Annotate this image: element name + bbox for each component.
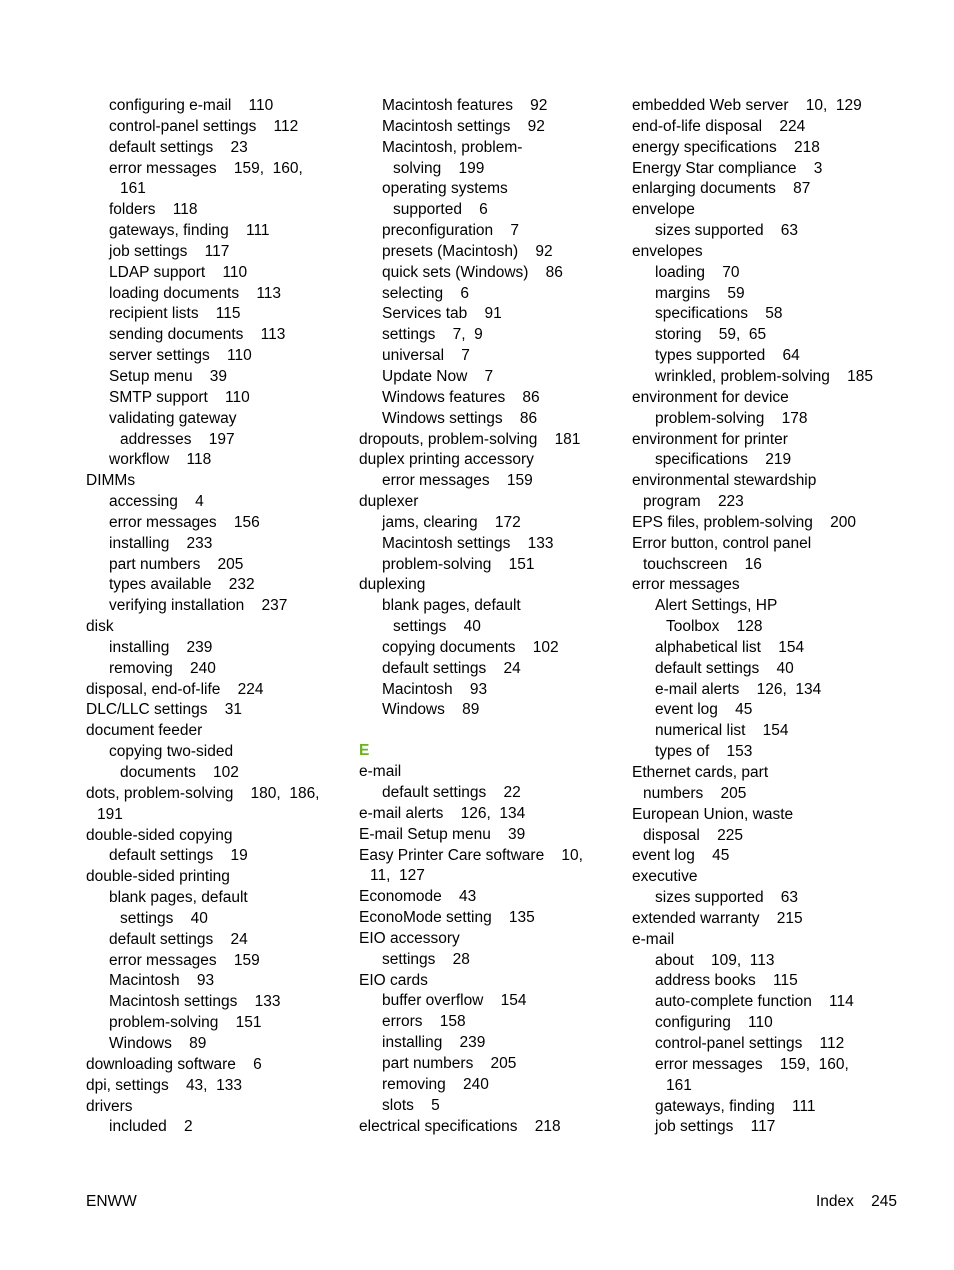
index-entry: 161 [120, 180, 146, 198]
index-entry: event log 45 [632, 847, 730, 865]
index-entry: e-mail [359, 763, 402, 781]
index-entry: installing 233 [109, 534, 213, 552]
index-entry: types of 153 [655, 743, 753, 761]
index-entry: presets (Macintosh) 92 [382, 242, 553, 260]
index-entry: configuring 110 [655, 1014, 773, 1032]
index-entry: Update Now 7 [382, 367, 494, 385]
index-entry: part numbers 205 [109, 555, 244, 573]
index-entry: default settings 22 [382, 784, 521, 801]
index-entry: margins 59 [655, 284, 745, 302]
index-entry: copying two-sided [109, 743, 234, 761]
index-entry: job settings 117 [655, 1118, 776, 1136]
index-column-1 [86, 96, 344, 1138]
index-entry: removing 240 [109, 659, 216, 677]
index-entry: loading documents 113 [109, 284, 282, 302]
index-entry: sending documents 113 [109, 326, 286, 344]
index-entry: configuring e-mail 110 [109, 97, 274, 114]
index-entry: EconoMode setting 135 [359, 909, 535, 927]
index-entry: EPS files, problem-solving 200 [632, 513, 856, 531]
index-entry: Error button, control panel [632, 534, 812, 552]
index-entry: default settings 23 [109, 138, 248, 156]
index-entry: duplexer [359, 493, 419, 511]
index-entry: universal 7 [382, 347, 470, 365]
index-entry: auto-complete function 114 [655, 993, 854, 1011]
index-entry: control-panel settings 112 [109, 117, 299, 135]
index-entry: disk [86, 618, 114, 636]
index-entry: duplex printing accessory [359, 451, 534, 469]
index-entry: disposal 225 [643, 826, 743, 844]
footer-left: ENWW [86, 1193, 137, 1210]
index-entry: double-sided printing [86, 868, 230, 886]
index-entry: error messages 159 [109, 951, 260, 969]
index-entry: 161 [666, 1076, 692, 1094]
index-entry: Alert Settings, HP [655, 597, 778, 615]
index-entry: program 223 [643, 493, 744, 511]
index-entry: blank pages, default [382, 597, 521, 615]
index-entry: types available 232 [109, 576, 255, 594]
index-entry: Windows features 86 [382, 388, 540, 406]
index-entry: quick sets (Windows) 86 [382, 263, 563, 281]
index-entry: 11, 127 [370, 867, 425, 885]
index-entry: error messages 159 [382, 472, 533, 490]
index-entry: European Union, waste [632, 805, 794, 823]
index-entry: extended warranty 215 [632, 909, 803, 927]
index-entry: operating systems [382, 180, 508, 198]
index-entry: address books 115 [655, 972, 798, 990]
index-entry: Economode 43 [359, 888, 477, 906]
index-entry: part numbers 205 [382, 1054, 517, 1072]
index-entry: problem-solving 151 [109, 1014, 262, 1032]
index-entry: supported 6 [393, 201, 488, 219]
index-entry: e-mail alerts 126, 134 [655, 680, 822, 698]
index-entry: dots, problem-solving 180, 186, [86, 784, 320, 802]
index-entry: Macintosh settings 133 [109, 993, 281, 1011]
index-entry: errors 158 [382, 1013, 466, 1031]
index-entry: preconfiguration 7 [382, 222, 520, 240]
index-entry: document feeder [86, 722, 203, 740]
index-entry: double-sided copying [86, 826, 233, 844]
index-entry: default settings 19 [109, 847, 248, 865]
index-entry: error messages [632, 576, 740, 594]
index-entry: Ethernet cards, part [632, 764, 769, 781]
index-entry: about 109, 113 [655, 951, 775, 969]
index-entry: settings 40 [120, 909, 208, 927]
index-entry: Windows settings 86 [382, 409, 538, 427]
index-entry: folders 118 [109, 201, 198, 219]
index-entry: types supported 64 [655, 347, 800, 365]
index-entry: Macintosh 93 [382, 680, 488, 698]
index-entry: default settings 40 [655, 659, 794, 677]
index-entry: loading 70 [655, 263, 740, 281]
index-entry: Macintosh 93 [109, 972, 215, 990]
index-entry: included 2 [109, 1118, 193, 1136]
index-entry: settings 40 [393, 618, 481, 636]
index-entry: embedded Web server 10, 129 [632, 97, 862, 114]
index-entry: EIO cards [359, 971, 428, 989]
index-entry: Macintosh features 92 [382, 97, 548, 114]
index-entry: e-mail alerts 126, 134 [359, 804, 526, 822]
index-entry: executive [632, 868, 698, 886]
index-entry: slots 5 [382, 1096, 440, 1114]
index-entry: specifications 219 [655, 451, 792, 469]
index-entry: environment for printer [632, 430, 788, 448]
index-entry: Macintosh settings 92 [382, 117, 545, 135]
index-entry: error messages 159, 160, [109, 159, 303, 177]
index-entry: Easy Printer Care software 10, [359, 846, 583, 864]
index-entry: DLC/LLC settings 31 [86, 701, 242, 719]
index-entry: workflow 118 [109, 451, 212, 469]
index-entry: specifications 58 [655, 305, 783, 323]
index-column-3 [632, 96, 902, 1138]
index-entry: Energy Star compliance 3 [632, 159, 823, 177]
index-entry: alphabetical list 154 [655, 638, 805, 656]
section-letter: E [359, 742, 370, 760]
index-entry: addresses 197 [120, 430, 235, 448]
index-entry: end-of-life disposal 224 [632, 117, 806, 135]
index-entry: problem-solving 178 [655, 409, 808, 427]
index-entry: buffer overflow 154 [382, 992, 527, 1010]
index-entry: drivers [86, 1097, 133, 1115]
index-entry: default settings 24 [109, 930, 248, 948]
index-entry: job settings 117 [109, 242, 230, 260]
index-entry: wrinkled, problem-solving 185 [655, 367, 873, 385]
index-entry: Windows 89 [109, 1034, 207, 1052]
index-entry: installing 239 [109, 638, 213, 656]
index-entry: DIMMs [86, 472, 136, 490]
index-entry: Setup menu 39 [109, 367, 228, 385]
index-entry: settings 7, 9 [382, 326, 483, 344]
index-entry: error messages 156 [109, 513, 260, 531]
index-entry: envelopes [632, 242, 703, 260]
index-entry: recipient lists 115 [109, 305, 241, 323]
index-entry: Services tab 91 [382, 305, 502, 323]
index-entry: selecting 6 [382, 284, 470, 302]
index-entry: gateways, finding 111 [109, 222, 270, 240]
index-entry: sizes supported 63 [655, 222, 799, 240]
index-entry: touchscreen 16 [643, 555, 762, 573]
index-entry: numerical list 154 [655, 722, 789, 740]
index-entry: Macintosh settings 133 [382, 534, 554, 552]
index-entry: enlarging documents 87 [632, 180, 811, 198]
index-entry: e-mail [632, 930, 675, 948]
index-entry: duplexing [359, 576, 426, 594]
index-entry: numbers 205 [643, 784, 747, 802]
index-entry: control-panel settings 112 [655, 1034, 845, 1052]
index-entry: server settings 110 [109, 347, 252, 365]
index-entry: validating gateway [109, 409, 237, 427]
index-entry: 191 [97, 805, 123, 823]
index-entry: removing 240 [382, 1075, 489, 1093]
index-entry: EIO accessory [359, 929, 460, 947]
index-entry: energy specifications 218 [632, 138, 820, 156]
index-entry: jams, clearing 172 [382, 513, 521, 531]
index-entry: installing 239 [382, 1034, 486, 1052]
index-entry: copying documents 102 [382, 638, 559, 656]
index-entry: E-mail Setup menu 39 [359, 825, 526, 843]
index-entry: electrical specifications 218 [359, 1117, 561, 1135]
index-entry: storing 59, 65 [655, 326, 767, 344]
index-column-2 [359, 96, 617, 1137]
index-entry: problem-solving 151 [382, 555, 535, 573]
index-entry: downloading software 6 [86, 1055, 262, 1073]
index-entry: dropouts, problem-solving 181 [359, 430, 581, 448]
index-entry: verifying installation 237 [109, 597, 288, 615]
footer-right: Index 245 [815, 1193, 897, 1210]
index-entry: gateways, finding 111 [655, 1097, 816, 1115]
index-entry: disposal, end-of-life 224 [86, 680, 264, 698]
index-entry: Windows 89 [382, 701, 480, 719]
index-entry: environmental stewardship [632, 472, 817, 490]
index-entry: event log 45 [655, 701, 753, 719]
index-entry: LDAP support 110 [109, 263, 248, 281]
index-entry: Toolbox 128 [666, 618, 763, 636]
index-entry: default settings 24 [382, 659, 521, 677]
index-entry: settings 28 [382, 950, 470, 968]
index-entry: SMTP support 110 [109, 388, 250, 406]
index-entry: dpi, settings 43, 133 [86, 1076, 242, 1094]
index-entry: sizes supported 63 [655, 889, 799, 907]
index-entry: documents 102 [120, 764, 239, 781]
index-entry: envelope [632, 201, 695, 219]
index-entry: blank pages, default [109, 889, 248, 907]
index-entry: accessing 4 [109, 493, 204, 511]
index-entry: error messages 159, 160, [655, 1055, 849, 1073]
index-entry: solving 199 [393, 159, 485, 177]
index-entry: Macintosh, problem- [382, 138, 523, 156]
index-entry: environment for device [632, 388, 789, 406]
